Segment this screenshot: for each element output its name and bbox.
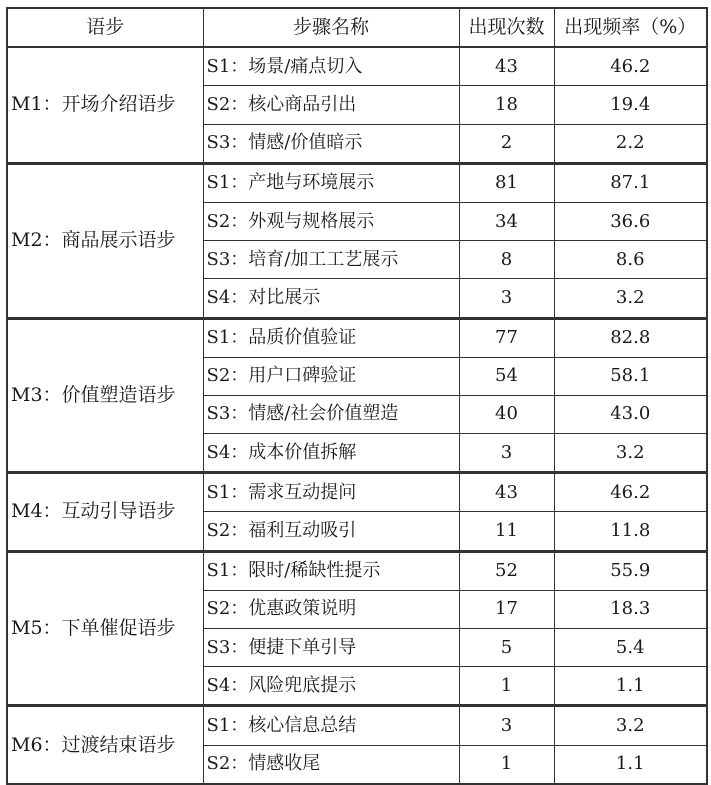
step-name-cell: S3：情感/价值暗示 [203,124,459,163]
count-cell: 2 [459,124,554,163]
move-cell: M2：商品展示语步 [7,163,203,318]
frequency-cell: 3.2 [554,279,707,318]
frequency-cell: 3.2 [554,706,707,745]
count-cell: 40 [459,395,554,433]
step-name-cell: S4：成本价值拆解 [203,434,459,473]
step-name-cell: S2：优惠政策说明 [203,590,459,628]
count-cell: 81 [459,163,554,202]
count-cell: 11 [459,512,554,551]
step-name-cell: S1：核心信息总结 [203,706,459,745]
table-row [7,163,707,202]
count-cell: 5 [459,629,554,667]
count-cell: 54 [459,357,554,395]
step-name-cell: S1：产地与环境展示 [203,163,459,202]
table-row [7,706,707,745]
count-cell: 1 [459,745,554,784]
count-cell: 52 [459,551,554,590]
step-name-cell: S2：外观与规格展示 [203,202,459,240]
step-name-cell: S1：限时/稀缺性提示 [203,551,459,590]
move-step-table-container [6,7,706,785]
frequency-cell: 58.1 [554,357,707,395]
frequency-cell: 36.6 [554,202,707,240]
frequency-cell: 19.4 [554,86,707,124]
table-row [7,47,707,86]
table-row [7,318,707,357]
header-row [7,8,707,47]
frequency-cell: 46.2 [554,47,707,86]
frequency-cell: 87.1 [554,163,707,202]
step-name-cell: S1：品质价值验证 [203,318,459,357]
frequency-cell: 2.2 [554,124,707,163]
header-step-name: 步骤名称 [203,8,459,47]
step-name-cell: S3：便捷下单引导 [203,629,459,667]
count-cell: 1 [459,667,554,706]
frequency-cell: 18.3 [554,590,707,628]
frequency-cell: 8.6 [554,241,707,279]
count-cell: 8 [459,241,554,279]
table-row [7,473,707,512]
count-cell: 43 [459,47,554,86]
step-name-cell: S4：风险兜底提示 [203,667,459,706]
frequency-cell: 82.8 [554,318,707,357]
count-cell: 18 [459,86,554,124]
count-cell: 17 [459,590,554,628]
count-cell: 43 [459,473,554,512]
step-name-cell: S3：培育/加工工艺展示 [203,241,459,279]
step-name-cell: S2：情感收尾 [203,745,459,784]
header-frequency: 出现频率（%） [554,8,707,47]
header-count: 出现次数 [459,8,554,47]
step-name-cell: S2：福利互动吸引 [203,512,459,551]
move-cell: M5：下单催促语步 [7,551,203,706]
frequency-cell: 46.2 [554,473,707,512]
move-cell: M4：互动引导语步 [7,473,203,551]
step-name-cell: S4：对比展示 [203,279,459,318]
move-cell: M6：过渡结束语步 [7,706,203,784]
count-cell: 3 [459,434,554,473]
count-cell: 77 [459,318,554,357]
move-cell: M3：价值塑造语步 [7,318,203,473]
step-name-cell: S1：场景/痛点切入 [203,47,459,86]
frequency-cell: 5.4 [554,629,707,667]
move-cell: M1：开场介绍语步 [7,47,203,163]
frequency-cell: 1.1 [554,667,707,706]
frequency-cell: 11.8 [554,512,707,551]
step-name-cell: S2：核心商品引出 [203,86,459,124]
table-row [7,551,707,590]
frequency-cell: 1.1 [554,745,707,784]
step-name-cell: S1：需求互动提问 [203,473,459,512]
step-name-cell: S2：用户口碑验证 [203,357,459,395]
frequency-cell: 43.0 [554,395,707,433]
step-name-cell: S3：情感/社会价值塑造 [203,395,459,433]
table-body [7,47,707,784]
count-cell: 34 [459,202,554,240]
count-cell: 3 [459,706,554,745]
header-move: 语步 [7,8,203,47]
frequency-cell: 3.2 [554,434,707,473]
frequency-cell: 55.9 [554,551,707,590]
move-step-table [6,7,708,785]
count-cell: 3 [459,279,554,318]
